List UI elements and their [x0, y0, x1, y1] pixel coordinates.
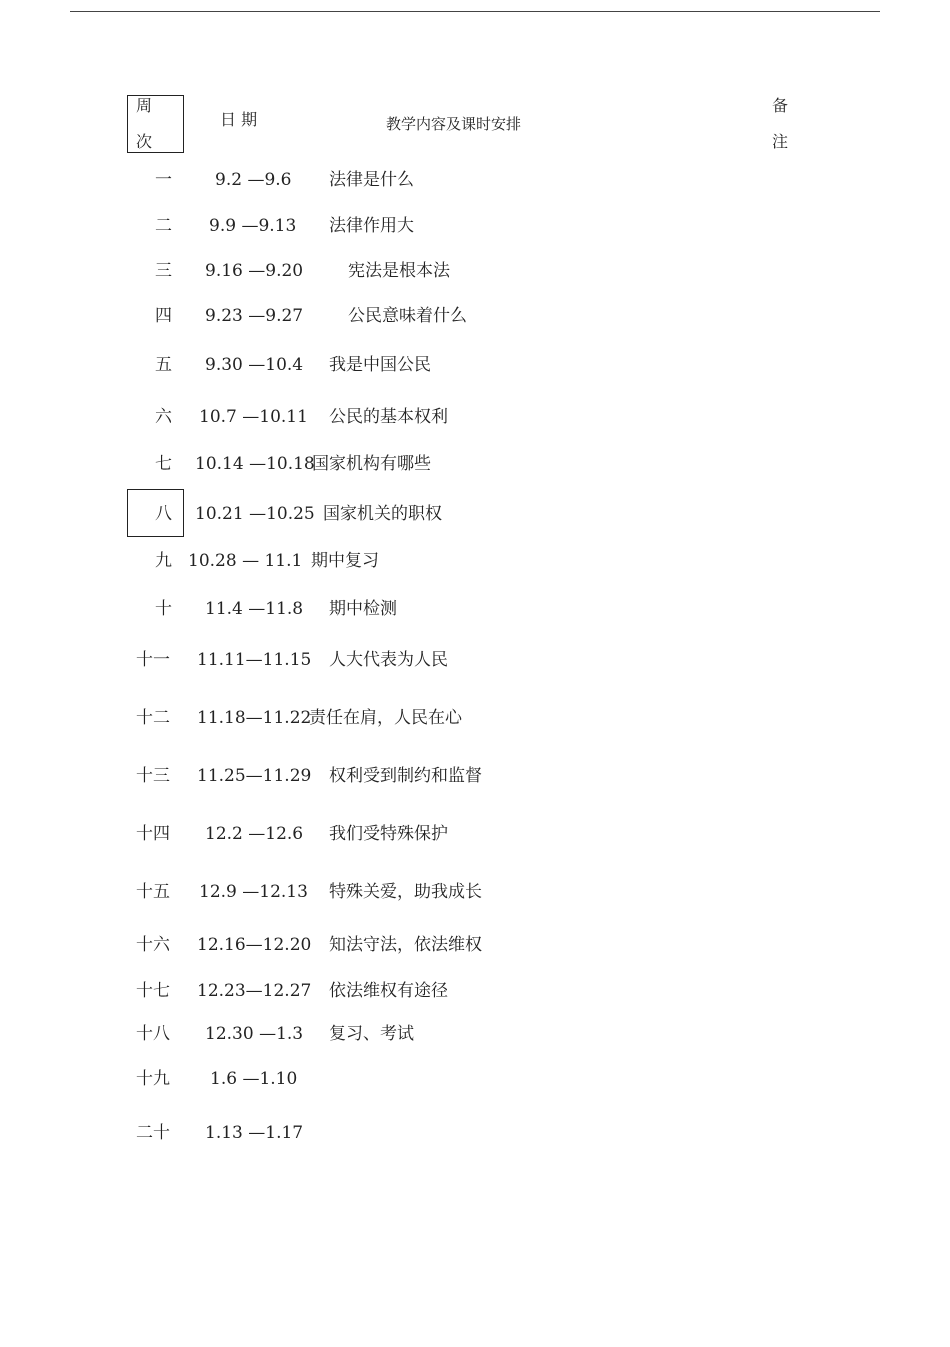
- date-cell: 9.16 —9.20: [205, 261, 304, 281]
- week-cell: 十一: [136, 650, 170, 670]
- week-cell: 十二: [136, 708, 170, 728]
- date-cell: 11.4 —11.8: [205, 599, 304, 619]
- date-cell: 12.30 —1.3: [205, 1024, 304, 1044]
- date-cell: 10.21 —10.25: [195, 504, 315, 524]
- week-header-line2: 次: [136, 132, 153, 151]
- notes-header-line1: 备: [772, 96, 789, 115]
- date-cell: 9.23 —9.27: [205, 306, 304, 326]
- content-cell: 依法维权有途径: [329, 981, 448, 1001]
- content-cell: 期中复习: [311, 551, 379, 571]
- week-cell: 十三: [136, 766, 170, 786]
- date-cell: 1.13 —1.17: [205, 1123, 304, 1143]
- date-cell: 11.25—11.29: [197, 766, 312, 786]
- date-cell: 11.11—11.15: [197, 650, 312, 670]
- date-cell: 12.23—12.27: [197, 981, 312, 1001]
- top-rule: [70, 11, 880, 12]
- content-cell: 法律是什么: [329, 170, 414, 190]
- week-cell: 十七: [136, 981, 170, 1001]
- week-cell: 六: [155, 407, 172, 427]
- date-header: 日 期: [220, 110, 258, 129]
- week-cell: 十八: [136, 1024, 170, 1044]
- content-cell: 我们受特殊保护: [329, 824, 448, 844]
- content-cell: 国家机构有哪些: [312, 454, 431, 474]
- content-cell: 权利受到制约和监督: [329, 766, 482, 786]
- week-cell: 八: [155, 504, 172, 524]
- date-cell: 10.14 —10.18: [195, 454, 315, 474]
- week-cell: 十: [155, 599, 172, 619]
- week-cell: 十六: [136, 935, 170, 955]
- week-cell: 四: [155, 306, 172, 326]
- week-cell: 一: [155, 170, 172, 190]
- date-cell: 12.16—12.20: [197, 935, 312, 955]
- week-cell: 二: [155, 216, 172, 236]
- week-cell: 九: [155, 551, 172, 571]
- week-cell: 二十: [136, 1123, 170, 1143]
- date-cell: 9.2 —9.6: [215, 170, 292, 190]
- date-cell: 11.18—11.22: [197, 708, 312, 728]
- week-cell: 三: [155, 261, 172, 281]
- week-cell: 十九: [136, 1069, 170, 1089]
- date-cell: 10.7 —10.11: [199, 407, 308, 427]
- content-cell: 法律作用大: [329, 216, 414, 236]
- notes-header-line2: 注: [772, 132, 789, 151]
- content-cell: 特殊关爱，助我成长: [329, 882, 482, 902]
- content-cell: 人大代表为人民: [329, 650, 448, 670]
- week-header-line1: 周: [136, 96, 153, 115]
- content-cell: 知法守法，依法维权: [329, 935, 482, 955]
- content-header: 教学内容及课时安排: [386, 115, 522, 133]
- content-cell: 责任在肩，人民在心: [309, 708, 462, 728]
- content-cell: 公民的基本权利: [329, 407, 448, 427]
- week-cell: 五: [155, 355, 172, 375]
- date-cell: 9.30 —10.4: [205, 355, 304, 375]
- date-cell: 9.9 —9.13: [209, 216, 297, 236]
- content-cell: 复习、考试: [329, 1024, 414, 1044]
- date-cell: 10.28 — 11.1: [188, 551, 303, 571]
- content-cell: 宪法是根本法: [348, 261, 450, 281]
- content-cell: 国家机关的职权: [323, 504, 442, 524]
- date-cell: 1.6 —1.10: [210, 1069, 298, 1089]
- content-cell: 我是中国公民: [329, 355, 431, 375]
- week-cell: 十四: [136, 824, 170, 844]
- date-cell: 12.2 —12.6: [205, 824, 304, 844]
- week-cell: 十五: [136, 882, 170, 902]
- week-cell: 七: [155, 454, 172, 474]
- date-cell: 12.9 —12.13: [199, 882, 308, 902]
- content-cell: 期中检测: [329, 599, 397, 619]
- content-cell: 公民意味着什么: [348, 306, 467, 326]
